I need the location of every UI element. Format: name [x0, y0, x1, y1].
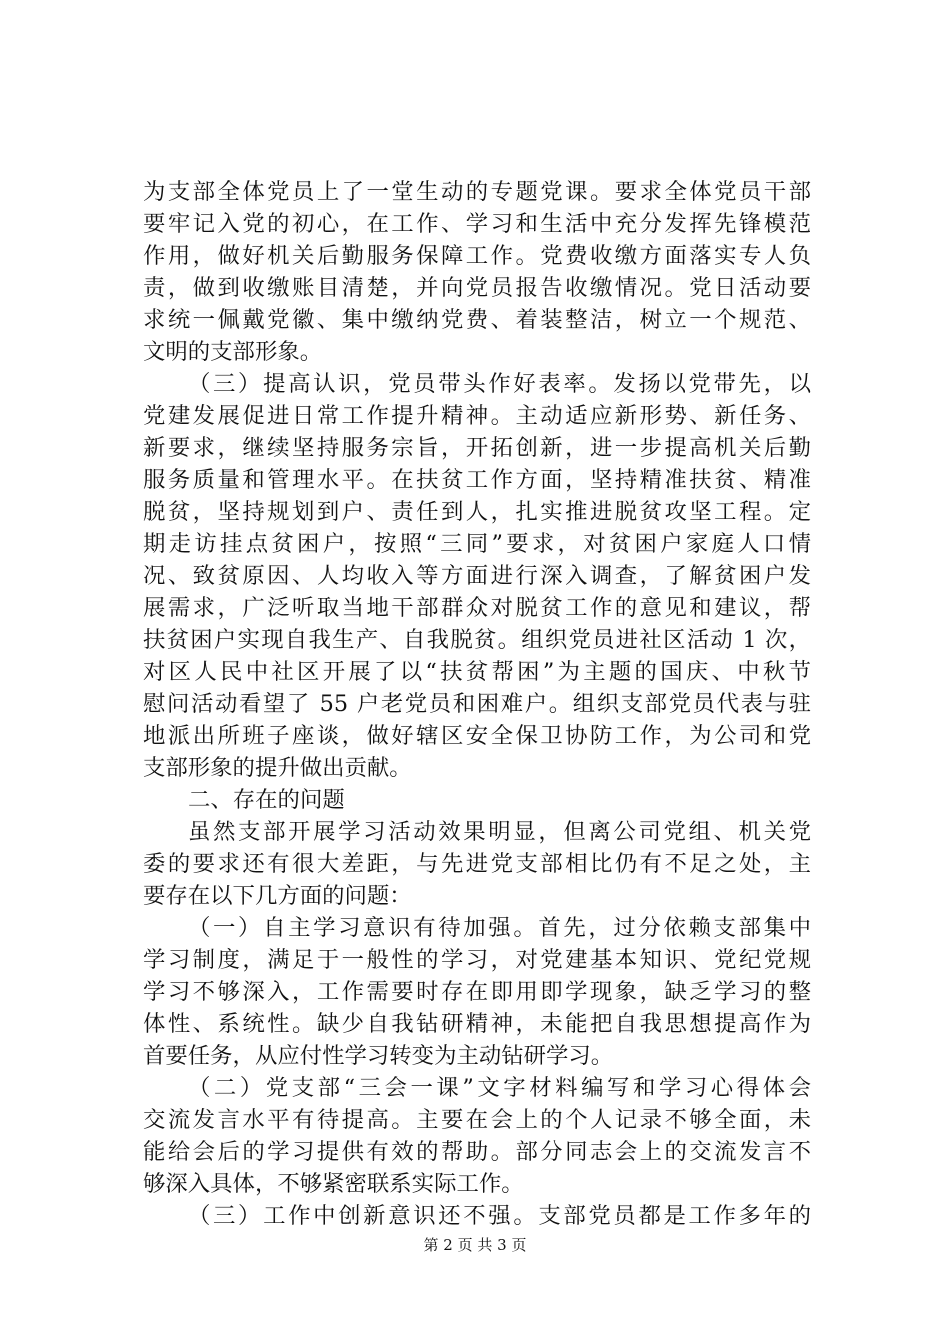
- text-line: 党建发展促进日常工作提升精神。主动适应新形势、新任务、: [143, 403, 811, 429]
- page-footer: 第 2 页 共 3 页: [423, 1236, 527, 1254]
- text-line: 求统一佩戴党徽、集中缴纳党费、着装整洁，树立一个规范、: [143, 307, 811, 333]
- text-line: 脱贫，坚持规划到户、责任到人，扎实推进脱贫攻坚工程。定: [143, 499, 811, 525]
- text-line: 体性、系统性。缺少自我钻研精神，未能把自我思想提高作为: [143, 1011, 811, 1037]
- text-line: 要存在以下几方面的问题：: [143, 883, 412, 909]
- text-line: 展需求，广泛听取当地干部群众对脱贫工作的意见和建议，帮: [143, 595, 811, 621]
- text-line: 作用，做好机关后勤服务保障工作。党费收缴方面落实专人负: [143, 243, 811, 269]
- text-line: （三）提高认识，党员带头作好表率。发扬以党带先，以: [188, 371, 811, 397]
- text-line: 扶贫困户实现自我生产、自我脱贫。组织党员进社区活动 1 次，: [143, 627, 811, 653]
- text-line: 能给会后的学习提供有效的帮助。部分同志会上的交流发言不: [143, 1139, 811, 1165]
- text-line: （三）工作中创新意识还不强。支部党员都是工作多年的: [188, 1203, 811, 1229]
- document-body: [143, 176, 811, 1232]
- text-line: 首要任务，从应付性学习转变为主动钻研学习。: [143, 1043, 614, 1069]
- text-line: 期走访挂点贫困户，按照“三同”要求，对贫困户家庭人口情: [143, 531, 811, 557]
- text-line: 对区人民中社区开展了以“扶贫帮困”为主题的国庆、中秋节: [143, 659, 811, 685]
- text-line: 够深入具体，不够紧密联系实际工作。: [143, 1171, 524, 1197]
- text-line: 服务质量和管理水平。在扶贫工作方面，坚持精准扶贫、精准: [143, 467, 811, 493]
- text-line: 委的要求还有很大差距，与先进党支部相比仍有不足之处，主: [143, 851, 811, 877]
- text-line: （一）自主学习意识有待加强。首先，过分依赖支部集中: [188, 915, 811, 941]
- text-line: 学习制度，满足于一般性的学习，对党建基本知识、党纪党规: [143, 947, 811, 973]
- text-line: 文明的支部形象。: [143, 339, 323, 365]
- text-line: 为支部全体党员上了一堂生动的专题党课。要求全体党员干部: [143, 179, 811, 205]
- text-line: 交流发言水平有待提高。主要在会上的个人记录不够全面，未: [143, 1107, 811, 1133]
- text-line: 慰问活动看望了 55 户老党员和困难户。组织支部党员代表与驻: [143, 691, 811, 717]
- text-line: 责，做到收缴账目清楚，并向党员报告收缴情况。党日活动要: [143, 275, 811, 301]
- text-line: 要牢记入党的初心，在工作、学习和生活中充分发挥先锋模范: [143, 211, 811, 237]
- text-line: 新要求，继续坚持服务宗旨，开拓创新，进一步提高机关后勤: [143, 435, 811, 461]
- text-line: 地派出所班子座谈，做好辖区安全保卫协防工作，为公司和党: [143, 723, 811, 749]
- text-line: 虽然支部开展学习活动效果明显，但离公司党组、机关党: [188, 819, 811, 845]
- text-line: 二、存在的问题: [188, 787, 345, 813]
- text-line: （二）党支部“三会一课”文字材料编写和学习心得体会: [188, 1075, 811, 1101]
- text-line: 学习不够深入，工作需要时存在即用即学现象，缺乏学习的整: [143, 979, 811, 1005]
- text-line: 况、致贫原因、人均收入等方面进行深入调查，了解贫困户发: [143, 563, 811, 589]
- text-line: 支部形象的提升做出贡献。: [143, 755, 412, 781]
